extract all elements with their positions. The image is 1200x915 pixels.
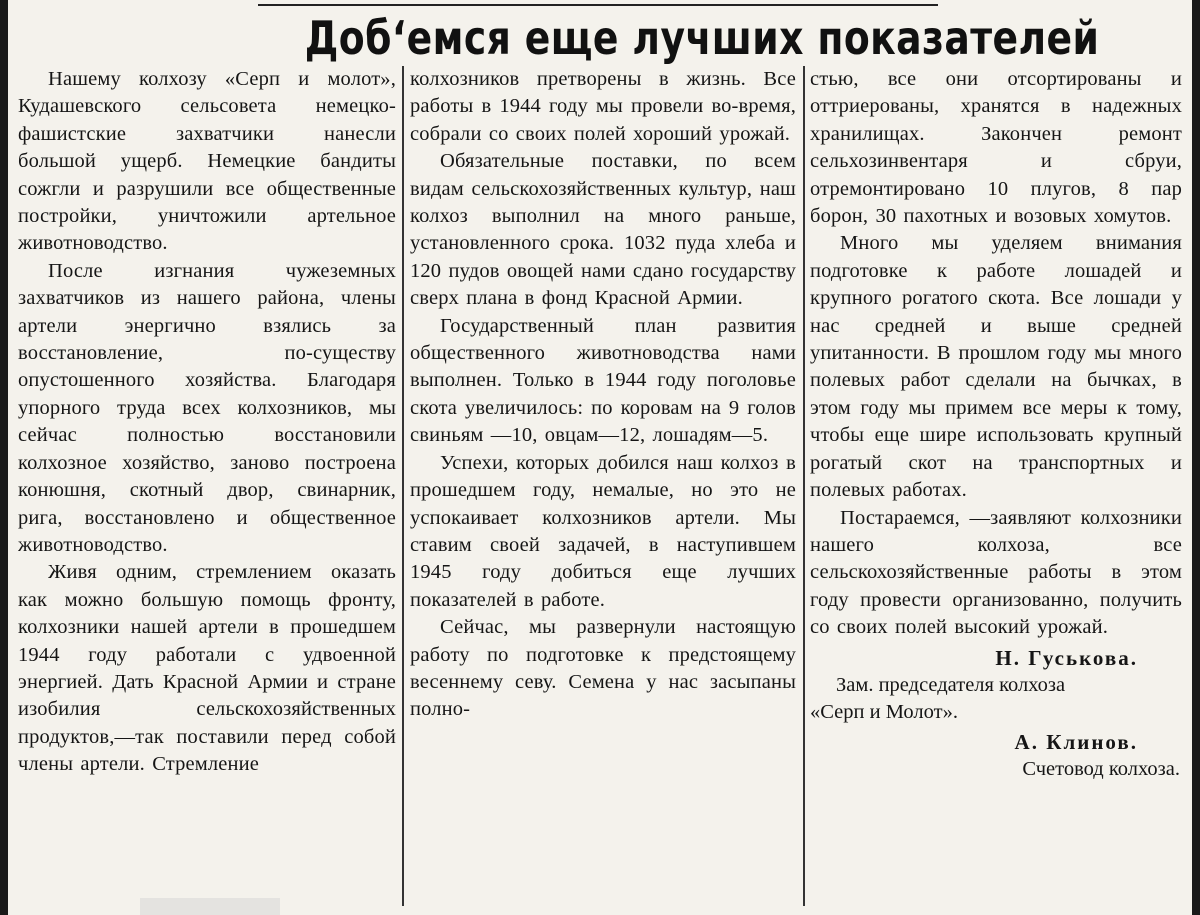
signature-role: «Серп и Молот». [810,700,958,723]
right-page-border [1192,0,1200,915]
article-paragraph: Сейчас, мы развернули настоящую работу по подготовке к предстоящему весеннему севу. Семена у нас засыпаны полно- [410,616,796,721]
article-column-2 [410,66,796,908]
signature-role: Зам. председателя колхоза [836,673,1066,696]
signature-role: Счетовод колхоза. [1022,758,1180,781]
column-divider [402,66,404,906]
article-headline: Доб‘емся еще лучших показателей [304,11,1100,65]
article-paragraph: После изгнания чужеземных захватчиков из нашего района, члены артели энергично взялись за восстановление, по-существу опустошенного хозяйства. Благодаря упорного труда всех колхозников, мы сейчас полностью восстановили колхозное хозяйство, заново построена конюшня, скотный двор, свинарник, рига, восстановлено и общественное животноводство. [18,259,396,556]
left-page-border [0,0,8,915]
signature-block-2 [810,728,1182,783]
article-paragraph: Постараемся, —заявляют колхозники нашего колхоза, все сельскохозяйственные работы в этом году провести организованно, получить со своих полей высокий урожай. [810,506,1182,639]
article-paragraph: стью, все они отсортированы и оттриерованы, хранятся в надежных хранилищах. Закончен ремонт сельхозинвентаря и сбруи, отремонтировано 10 плугов, 8 пар борон, 30 пахотных и возовых хомутов. [810,68,1182,228]
article-paragraph: Живя одним, стремлением оказать как можно большую помощь фронту, колхозники нашей артели в прошедшем 1944 году работали с удвоенной энергией. Дать Красной Армии и стране изобилия сельскохозяйственных продуктов,—так поставили перед собой члены артели. Стремление [18,561,396,776]
article-paragraph: Обязательные поставки, по всем видам сельскохозяйственных культур, наш колхоз выполнил на много раньше, установленного срока. 1032 пуда хлеба и 120 пудов овощей нами сдано государству сверх плана в фонд Красной Армии. [410,150,796,310]
article-paragraph: Нашему колхозу «Серп и молот», Кудашевского сельсовета немецко-фашистские захватчики нанесли большой ущерб. Немецкие бандиты сожгли и разрушили все общественные постройки, уничтожили артельное животноводство. [18,68,396,255]
signature-name: Н. Гуськова. [995,645,1138,670]
headline-top-rule [258,4,938,6]
article-column-1 [18,66,396,908]
signature-block-1 [810,644,1182,727]
scan-artifact [140,898,280,915]
article-paragraph: колхозников претворены в жизнь. Все работы в 1944 году мы провели во-время, собрали со своих полей хороший урожай. [410,68,796,145]
column-divider [803,66,805,906]
article-paragraph: Успехи, которых добился наш колхоз в прошедшем году, немалые, но это не успокаивает колхозников артели. Мы ставим своей задачей, в наступившем 1945 году добиться еще лучших показателей в работе. [410,451,796,611]
signature-name: А. Клинов. [1014,730,1138,755]
article-paragraph: Государственный план развития общественного животноводства нами выполнен. Только в 1944 году поголовье скота увеличилось: по коровам на 9 голов свиньям —10, овцам—12, лошадям—5. [410,314,796,447]
article-column-3 [810,66,1182,908]
article-paragraph: Много мы уделяем внимания подготовке к работе лошадей и крупного рогатого скота. Все лошади у нас средней и выше средней упитанности. В прошлом году мы много полевых работ сделали на бычках, в этом году мы примем все меры к тому, чтобы еще шире использовать крупный рогатый скот на транспортных и полевых работах. [810,232,1182,502]
